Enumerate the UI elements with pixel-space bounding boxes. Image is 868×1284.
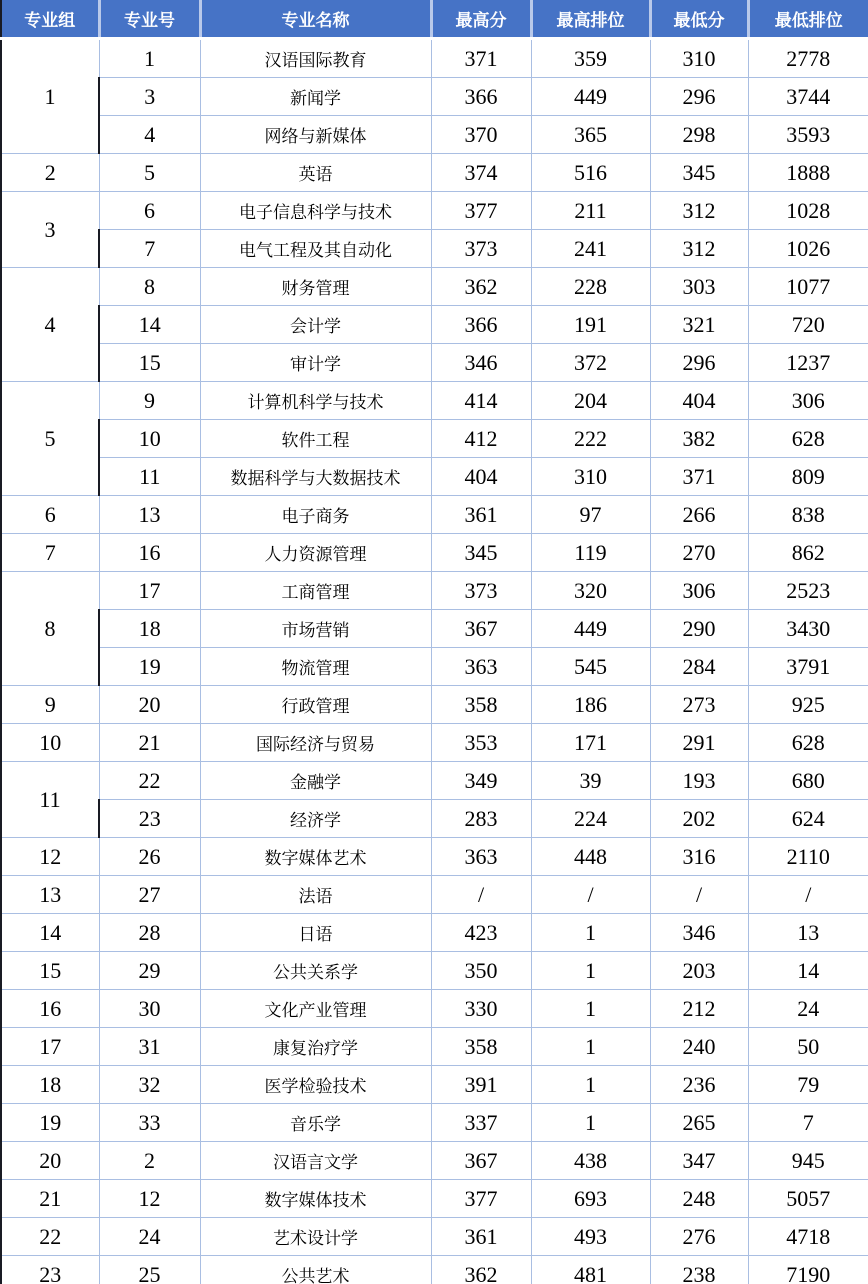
- group-cell: 16: [1, 990, 99, 1028]
- max-score-cell: 366: [431, 306, 531, 344]
- table-row: [1, 78, 868, 116]
- max-score-cell: 370: [431, 116, 531, 154]
- min-score-cell: 291: [650, 724, 748, 762]
- major-number-cell: 29: [99, 952, 200, 990]
- major-name-cell: 审计学: [200, 344, 431, 382]
- major-name-cell: 人力资源管理: [200, 534, 431, 572]
- max-rank-cell: 1: [531, 990, 650, 1028]
- table-row: [1, 990, 868, 1028]
- header-row: [1, 0, 868, 39]
- group-cell: 5: [1, 382, 99, 496]
- min-score-cell: 270: [650, 534, 748, 572]
- min-rank-cell: 680: [748, 762, 868, 800]
- major-name-cell: 日语: [200, 914, 431, 952]
- major-name-cell: 金融学: [200, 762, 431, 800]
- min-score-cell: 212: [650, 990, 748, 1028]
- min-rank-cell: 50: [748, 1028, 868, 1066]
- major-name-cell: 音乐学: [200, 1104, 431, 1142]
- major-number-cell: 22: [99, 762, 200, 800]
- min-rank-cell: 624: [748, 800, 868, 838]
- table-row: [1, 1104, 868, 1142]
- major-name-cell: 医学检验技术: [200, 1066, 431, 1104]
- major-number-cell: 26: [99, 838, 200, 876]
- min-score-cell: 248: [650, 1180, 748, 1218]
- major-name-cell: 物流管理: [200, 648, 431, 686]
- major-name-cell: 数字媒体艺术: [200, 838, 431, 876]
- max-score-cell: 330: [431, 990, 531, 1028]
- max-rank-cell: 171: [531, 724, 650, 762]
- min-score-cell: 266: [650, 496, 748, 534]
- major-name-cell: 国际经济与贸易: [200, 724, 431, 762]
- group-cell: 18: [1, 1066, 99, 1104]
- column-header: 专业组: [1, 0, 99, 39]
- max-rank-cell: 438: [531, 1142, 650, 1180]
- major-number-cell: 30: [99, 990, 200, 1028]
- max-rank-cell: 119: [531, 534, 650, 572]
- group-cell: 2: [1, 154, 99, 192]
- group-cell: 11: [1, 762, 99, 838]
- max-rank-cell: 448: [531, 838, 650, 876]
- table-row: [1, 154, 868, 192]
- major-number-cell: 33: [99, 1104, 200, 1142]
- max-score-cell: 373: [431, 572, 531, 610]
- max-rank-cell: 186: [531, 686, 650, 724]
- major-number-cell: 4: [99, 116, 200, 154]
- max-score-cell: 346: [431, 344, 531, 382]
- table-row: [1, 724, 868, 762]
- min-score-cell: 238: [650, 1256, 748, 1284]
- min-score-cell: 321: [650, 306, 748, 344]
- table-row: [1, 230, 868, 268]
- max-score-cell: 373: [431, 230, 531, 268]
- min-score-cell: 316: [650, 838, 748, 876]
- min-score-cell: 298: [650, 116, 748, 154]
- min-score-cell: 347: [650, 1142, 748, 1180]
- min-rank-cell: 3791: [748, 648, 868, 686]
- major-name-cell: 行政管理: [200, 686, 431, 724]
- min-rank-cell: 2778: [748, 39, 868, 78]
- min-rank-cell: 5057: [748, 1180, 868, 1218]
- major-number-cell: 27: [99, 876, 200, 914]
- major-name-cell: 计算机科学与技术: [200, 382, 431, 420]
- major-name-cell: 艺术设计学: [200, 1218, 431, 1256]
- min-score-cell: 265: [650, 1104, 748, 1142]
- max-rank-cell: 228: [531, 268, 650, 306]
- table-row: [1, 39, 868, 78]
- table-row: [1, 648, 868, 686]
- table-row: [1, 192, 868, 230]
- table-row: [1, 496, 868, 534]
- major-name-cell: 电气工程及其自动化: [200, 230, 431, 268]
- major-name-cell: 数字媒体技术: [200, 1180, 431, 1218]
- major-name-cell: 数据科学与大数据技术: [200, 458, 431, 496]
- max-rank-cell: 481: [531, 1256, 650, 1284]
- max-rank-cell: 359: [531, 39, 650, 78]
- max-score-cell: 361: [431, 496, 531, 534]
- major-number-cell: 9: [99, 382, 200, 420]
- group-cell: 21: [1, 1180, 99, 1218]
- max-score-cell: 362: [431, 1256, 531, 1284]
- min-score-cell: 236: [650, 1066, 748, 1104]
- max-score-cell: 374: [431, 154, 531, 192]
- major-number-cell: 28: [99, 914, 200, 952]
- major-name-cell: 软件工程: [200, 420, 431, 458]
- max-rank-cell: 1: [531, 1066, 650, 1104]
- max-rank-cell: 516: [531, 154, 650, 192]
- table-body: [1, 39, 868, 1284]
- max-rank-cell: 1: [531, 1028, 650, 1066]
- max-rank-cell: 1: [531, 952, 650, 990]
- major-number-cell: 2: [99, 1142, 200, 1180]
- min-rank-cell: 1026: [748, 230, 868, 268]
- major-number-cell: 20: [99, 686, 200, 724]
- max-rank-cell: 191: [531, 306, 650, 344]
- max-score-cell: 367: [431, 610, 531, 648]
- major-name-cell: 汉语言文学: [200, 1142, 431, 1180]
- major-name-cell: 财务管理: [200, 268, 431, 306]
- max-score-cell: 377: [431, 1180, 531, 1218]
- max-score-cell: 391: [431, 1066, 531, 1104]
- major-name-cell: 汉语国际教育: [200, 39, 431, 78]
- min-score-cell: 382: [650, 420, 748, 458]
- major-number-cell: 6: [99, 192, 200, 230]
- table-row: [1, 610, 868, 648]
- group-cell: 13: [1, 876, 99, 914]
- table-row: [1, 344, 868, 382]
- max-score-cell: 362: [431, 268, 531, 306]
- group-cell: 19: [1, 1104, 99, 1142]
- min-rank-cell: 720: [748, 306, 868, 344]
- table-row: [1, 458, 868, 496]
- min-score-cell: 371: [650, 458, 748, 496]
- group-cell: 22: [1, 1218, 99, 1256]
- max-score-cell: 337: [431, 1104, 531, 1142]
- min-rank-cell: 945: [748, 1142, 868, 1180]
- table-row: [1, 572, 868, 610]
- major-number-cell: 3: [99, 78, 200, 116]
- table-row: [1, 1256, 868, 1284]
- max-rank-cell: 449: [531, 78, 650, 116]
- group-cell: 6: [1, 496, 99, 534]
- major-name-cell: 康复治疗学: [200, 1028, 431, 1066]
- group-cell: 14: [1, 914, 99, 952]
- max-score-cell: 358: [431, 686, 531, 724]
- min-rank-cell: 7190: [748, 1256, 868, 1284]
- table-row: [1, 876, 868, 914]
- min-rank-cell: 862: [748, 534, 868, 572]
- max-score-cell: 350: [431, 952, 531, 990]
- table-row: [1, 838, 868, 876]
- max-rank-cell: 1: [531, 914, 650, 952]
- major-number-cell: 23: [99, 800, 200, 838]
- min-score-cell: 296: [650, 344, 748, 382]
- max-score-cell: 358: [431, 1028, 531, 1066]
- table-row: [1, 534, 868, 572]
- table-row: [1, 800, 868, 838]
- table-row: [1, 1218, 868, 1256]
- column-header: 最高分: [431, 0, 531, 39]
- min-rank-cell: 628: [748, 420, 868, 458]
- max-rank-cell: 39: [531, 762, 650, 800]
- max-rank-cell: 320: [531, 572, 650, 610]
- min-rank-cell: 3744: [748, 78, 868, 116]
- major-number-cell: 21: [99, 724, 200, 762]
- group-cell: 9: [1, 686, 99, 724]
- group-cell: 20: [1, 1142, 99, 1180]
- min-rank-cell: 1077: [748, 268, 868, 306]
- min-rank-cell: 628: [748, 724, 868, 762]
- major-name-cell: 英语: [200, 154, 431, 192]
- min-rank-cell: 1237: [748, 344, 868, 382]
- max-rank-cell: 222: [531, 420, 650, 458]
- major-name-cell: 公共关系学: [200, 952, 431, 990]
- major-name-cell: 会计学: [200, 306, 431, 344]
- table-row: [1, 952, 868, 990]
- min-rank-cell: 838: [748, 496, 868, 534]
- major-name-cell: 网络与新媒体: [200, 116, 431, 154]
- max-rank-cell: 204: [531, 382, 650, 420]
- min-score-cell: /: [650, 876, 748, 914]
- max-rank-cell: 1: [531, 1104, 650, 1142]
- min-score-cell: 240: [650, 1028, 748, 1066]
- major-number-cell: 5: [99, 154, 200, 192]
- min-score-cell: 203: [650, 952, 748, 990]
- major-number-cell: 10: [99, 420, 200, 458]
- max-score-cell: 412: [431, 420, 531, 458]
- max-score-cell: 367: [431, 1142, 531, 1180]
- column-header: 最低排位: [748, 0, 868, 39]
- group-cell: 23: [1, 1256, 99, 1284]
- max-rank-cell: 365: [531, 116, 650, 154]
- min-rank-cell: /: [748, 876, 868, 914]
- major-number-cell: 1: [99, 39, 200, 78]
- min-rank-cell: 2523: [748, 572, 868, 610]
- major-name-cell: 文化产业管理: [200, 990, 431, 1028]
- min-rank-cell: 13: [748, 914, 868, 952]
- major-number-cell: 17: [99, 572, 200, 610]
- group-cell: 7: [1, 534, 99, 572]
- group-cell: 3: [1, 192, 99, 268]
- major-name-cell: 电子商务: [200, 496, 431, 534]
- min-score-cell: 404: [650, 382, 748, 420]
- table-row: [1, 268, 868, 306]
- group-cell: 1: [1, 39, 99, 154]
- column-header: 专业名称: [200, 0, 431, 39]
- min-rank-cell: 24: [748, 990, 868, 1028]
- table-row: [1, 686, 868, 724]
- column-header: 专业号: [99, 0, 200, 39]
- major-number-cell: 15: [99, 344, 200, 382]
- major-number-cell: 24: [99, 1218, 200, 1256]
- major-name-cell: 市场营销: [200, 610, 431, 648]
- min-score-cell: 273: [650, 686, 748, 724]
- table-row: [1, 1180, 868, 1218]
- table-row: [1, 420, 868, 458]
- table-row: [1, 116, 868, 154]
- major-number-cell: 25: [99, 1256, 200, 1284]
- max-rank-cell: 211: [531, 192, 650, 230]
- column-header: 最高排位: [531, 0, 650, 39]
- table-row: [1, 1028, 868, 1066]
- min-score-cell: 296: [650, 78, 748, 116]
- max-score-cell: 404: [431, 458, 531, 496]
- group-cell: 10: [1, 724, 99, 762]
- max-score-cell: 366: [431, 78, 531, 116]
- group-cell: 4: [1, 268, 99, 382]
- major-name-cell: 电子信息科学与技术: [200, 192, 431, 230]
- major-number-cell: 7: [99, 230, 200, 268]
- group-cell: 12: [1, 838, 99, 876]
- min-rank-cell: 809: [748, 458, 868, 496]
- max-rank-cell: /: [531, 876, 650, 914]
- min-score-cell: 306: [650, 572, 748, 610]
- min-rank-cell: 4718: [748, 1218, 868, 1256]
- min-rank-cell: 7: [748, 1104, 868, 1142]
- major-number-cell: 18: [99, 610, 200, 648]
- major-name-cell: 法语: [200, 876, 431, 914]
- min-score-cell: 276: [650, 1218, 748, 1256]
- max-rank-cell: 449: [531, 610, 650, 648]
- table-row: [1, 382, 868, 420]
- min-score-cell: 312: [650, 192, 748, 230]
- major-number-cell: 19: [99, 648, 200, 686]
- max-score-cell: 283: [431, 800, 531, 838]
- max-rank-cell: 493: [531, 1218, 650, 1256]
- min-rank-cell: 2110: [748, 838, 868, 876]
- min-rank-cell: 306: [748, 382, 868, 420]
- min-score-cell: 284: [650, 648, 748, 686]
- max-score-cell: /: [431, 876, 531, 914]
- max-rank-cell: 545: [531, 648, 650, 686]
- min-rank-cell: 3430: [748, 610, 868, 648]
- max-score-cell: 363: [431, 648, 531, 686]
- group-cell: 8: [1, 572, 99, 686]
- max-rank-cell: 372: [531, 344, 650, 382]
- max-rank-cell: 224: [531, 800, 650, 838]
- min-score-cell: 303: [650, 268, 748, 306]
- major-number-cell: 31: [99, 1028, 200, 1066]
- min-score-cell: 290: [650, 610, 748, 648]
- major-name-cell: 公共艺术: [200, 1256, 431, 1284]
- group-cell: 15: [1, 952, 99, 990]
- table-row: [1, 1142, 868, 1180]
- min-rank-cell: 14: [748, 952, 868, 990]
- table-row: [1, 914, 868, 952]
- min-score-cell: 346: [650, 914, 748, 952]
- max-score-cell: 345: [431, 534, 531, 572]
- max-score-cell: 349: [431, 762, 531, 800]
- min-score-cell: 202: [650, 800, 748, 838]
- max-score-cell: 423: [431, 914, 531, 952]
- min-score-cell: 312: [650, 230, 748, 268]
- major-number-cell: 32: [99, 1066, 200, 1104]
- min-score-cell: 310: [650, 39, 748, 78]
- major-name-cell: 经济学: [200, 800, 431, 838]
- max-score-cell: 361: [431, 1218, 531, 1256]
- table-row: [1, 1066, 868, 1104]
- column-header: 最低分: [650, 0, 748, 39]
- major-name-cell: 新闻学: [200, 78, 431, 116]
- max-score-cell: 353: [431, 724, 531, 762]
- min-rank-cell: 925: [748, 686, 868, 724]
- min-rank-cell: 3593: [748, 116, 868, 154]
- max-score-cell: 371: [431, 39, 531, 78]
- major-number-cell: 11: [99, 458, 200, 496]
- table-row: [1, 306, 868, 344]
- major-name-cell: 工商管理: [200, 572, 431, 610]
- min-score-cell: 345: [650, 154, 748, 192]
- max-score-cell: 363: [431, 838, 531, 876]
- major-number-cell: 8: [99, 268, 200, 306]
- min-score-cell: 193: [650, 762, 748, 800]
- max-rank-cell: 693: [531, 1180, 650, 1218]
- min-rank-cell: 79: [748, 1066, 868, 1104]
- max-score-cell: 377: [431, 192, 531, 230]
- major-number-cell: 13: [99, 496, 200, 534]
- max-rank-cell: 241: [531, 230, 650, 268]
- min-rank-cell: 1888: [748, 154, 868, 192]
- max-score-cell: 414: [431, 382, 531, 420]
- max-rank-cell: 310: [531, 458, 650, 496]
- major-number-cell: 14: [99, 306, 200, 344]
- major-number-cell: 16: [99, 534, 200, 572]
- table-row: [1, 762, 868, 800]
- max-rank-cell: 97: [531, 496, 650, 534]
- group-cell: 17: [1, 1028, 99, 1066]
- min-rank-cell: 1028: [748, 192, 868, 230]
- major-number-cell: 12: [99, 1180, 200, 1218]
